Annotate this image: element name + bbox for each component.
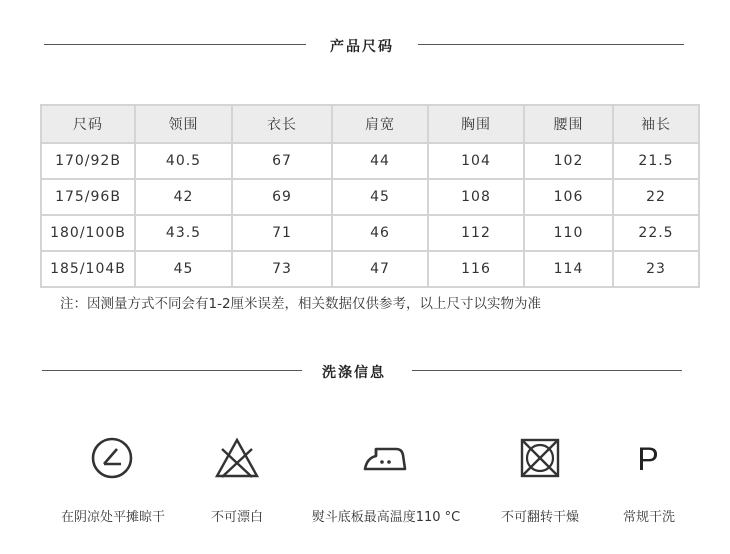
care-section-title: 洗涤信息: [322, 365, 386, 381]
dry-clean-p-glyph: P: [637, 440, 659, 477]
care-label-shade-dry: 在阴凉处平摊晾干: [60, 510, 165, 525]
table-cell: 45: [332, 179, 428, 215]
table-cell: 170/92B: [41, 143, 135, 179]
table-cell: 21.5: [613, 143, 699, 179]
size-table-header-row: [41, 105, 699, 143]
table-cell: 71: [232, 215, 332, 251]
table-cell: 69: [232, 179, 332, 215]
no-bleach-icon: [212, 434, 262, 482]
no-tumble-dry-icon: [516, 434, 564, 482]
table-cell: 106: [524, 179, 613, 215]
table-cell: 40.5: [135, 143, 232, 179]
table-cell: 22.5: [613, 215, 699, 251]
iron-medium-heat-icon: [360, 438, 410, 478]
header-cell-length: 衣长: [232, 105, 332, 143]
table-row: [41, 215, 699, 251]
table-cell: 45: [135, 251, 232, 287]
size-title-line-right: [418, 44, 684, 45]
table-cell: 73: [232, 251, 332, 287]
dry-clean-p-icon: [626, 438, 670, 480]
table-row: [41, 179, 699, 215]
table-cell: 114: [524, 251, 613, 287]
care-label-dry-clean: 常规干洗: [622, 510, 675, 525]
measurement-note: 注：因测量方式不同会有1-2厘米误差，相关数据仅供参考，以上尺寸以实物为准: [60, 296, 542, 312]
table-cell: 116: [428, 251, 524, 287]
table-cell: 46: [332, 215, 428, 251]
header-cell-sleeve: 袖长: [613, 105, 699, 143]
table-row: [41, 143, 699, 179]
table-cell: 108: [428, 179, 524, 215]
size-table: [40, 104, 700, 288]
header-cell-chest: 胸围: [428, 105, 524, 143]
table-cell: 102: [524, 143, 613, 179]
care-title-line-left: [42, 370, 302, 371]
table-cell: 22: [613, 179, 699, 215]
size-section-title: 产品尺码: [330, 39, 394, 55]
table-cell: 47: [332, 251, 428, 287]
header-cell-shoulder: 肩宽: [332, 105, 428, 143]
table-row: [41, 251, 699, 287]
table-cell: 110: [524, 215, 613, 251]
table-cell: 180/100B: [41, 215, 135, 251]
table-cell: 185/104B: [41, 251, 135, 287]
shade-dry-flat-icon: [88, 434, 136, 482]
table-cell: 112: [428, 215, 524, 251]
table-cell: 44: [332, 143, 428, 179]
care-title-line-right: [412, 370, 682, 371]
table-cell: 67: [232, 143, 332, 179]
table-cell: 23: [613, 251, 699, 287]
size-title-line-left: [44, 44, 306, 45]
table-cell: 104: [428, 143, 524, 179]
header-cell-neck: 领围: [135, 105, 232, 143]
care-label-no-bleach: 不可漂白: [210, 510, 263, 525]
table-cell: 42: [135, 179, 232, 215]
table-cell: 43.5: [135, 215, 232, 251]
care-label-iron: 熨斗底板最高温度110 °C: [311, 510, 461, 525]
care-label-no-tumble: 不可翻转干燥: [500, 510, 579, 525]
table-cell: 175/96B: [41, 179, 135, 215]
header-cell-size: 尺码: [41, 105, 135, 143]
header-cell-waist: 腰围: [524, 105, 613, 143]
